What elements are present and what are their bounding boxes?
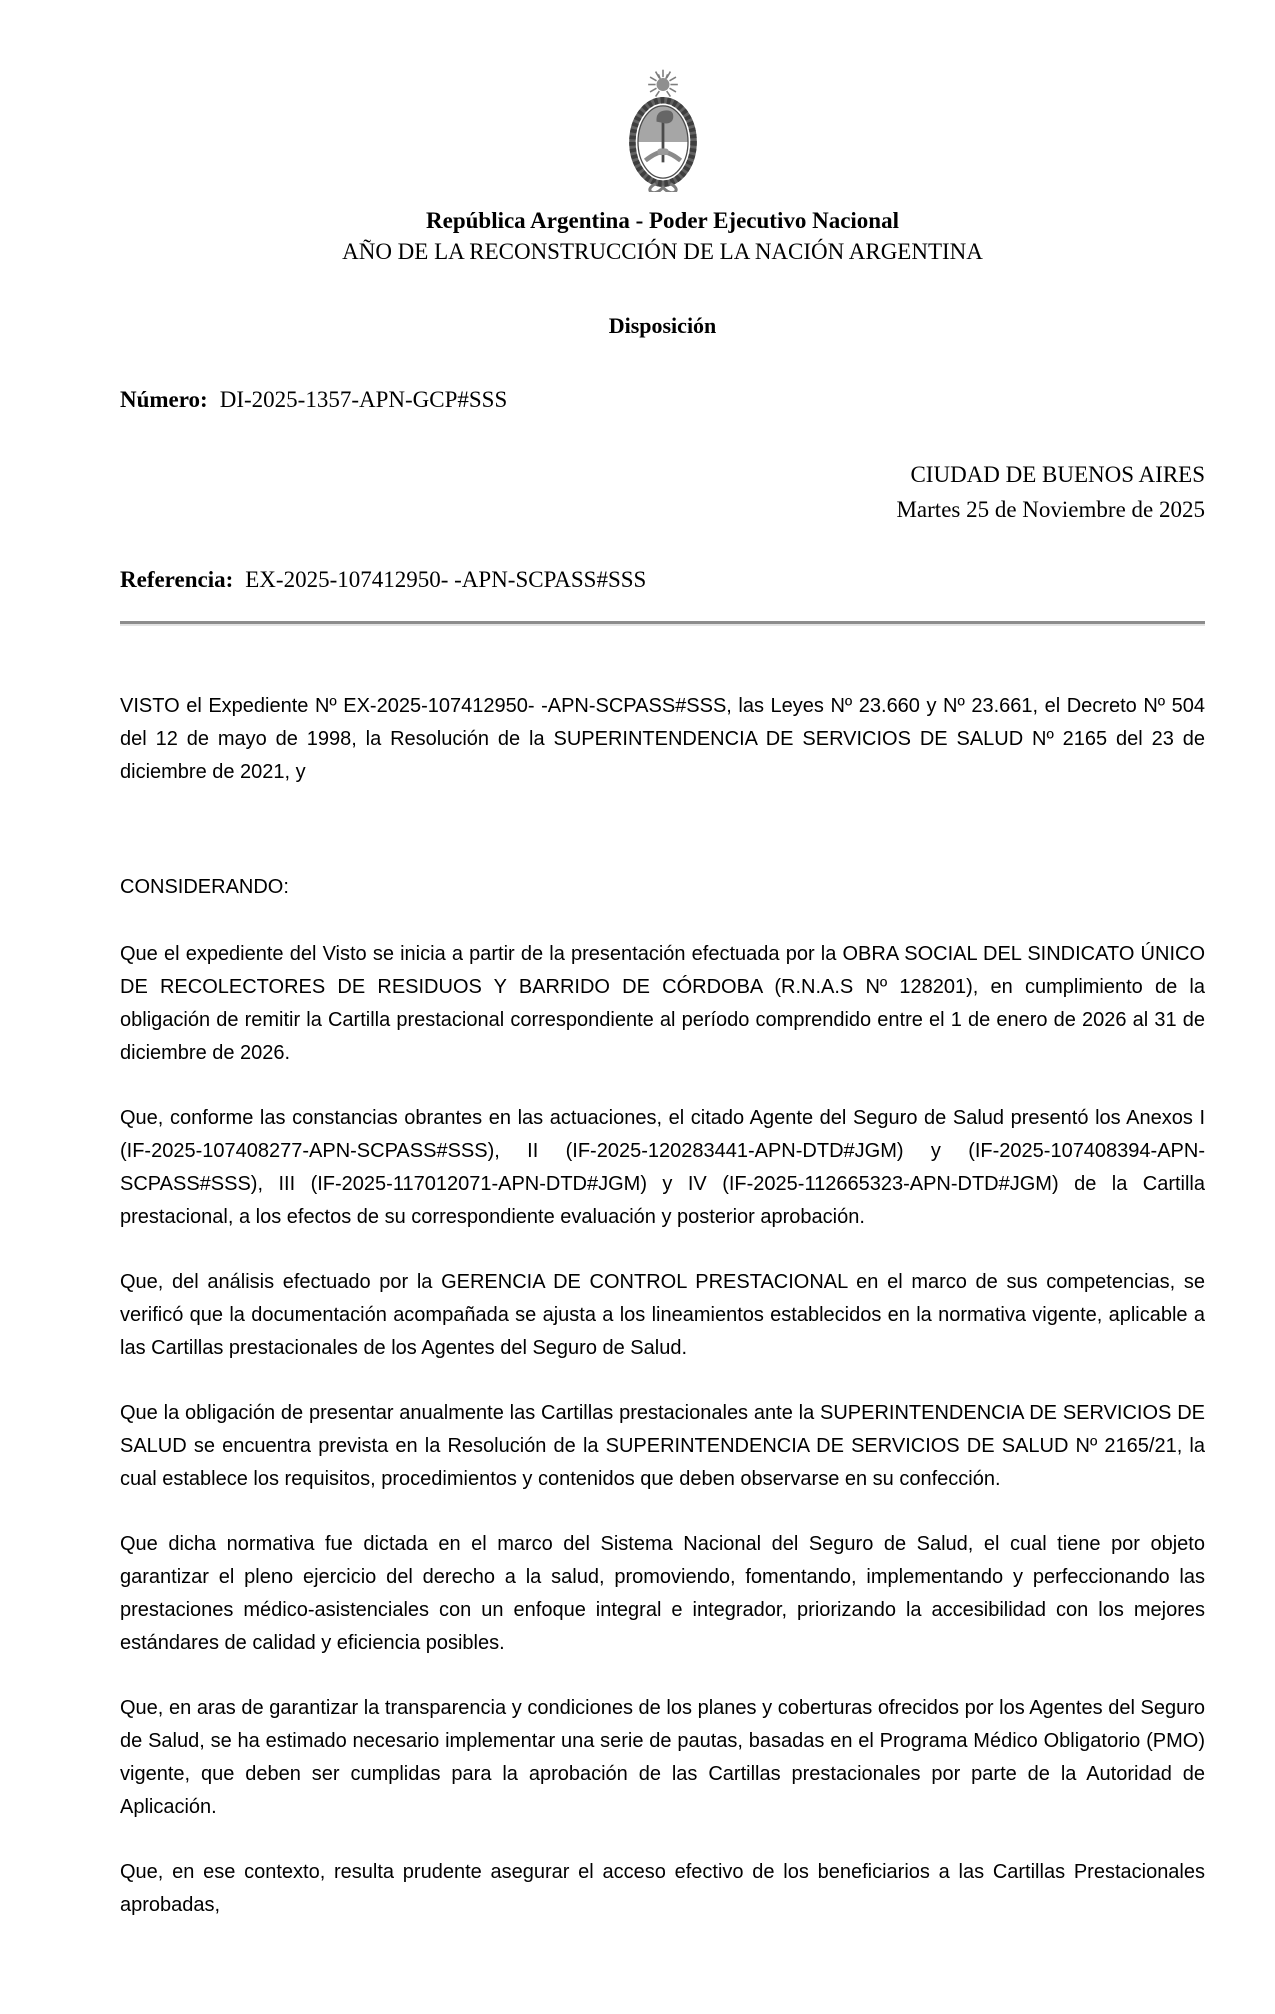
body-paragraph: Que dicha normativa fue dictada en el marco del Sistema Nacional del Seguro de Salud, el cual tiene por objeto garantizar el pleno ejercicio del derecho a la salud, promoviendo, fomentando, implementando y perfeccionando las prestaciones médico-asistenciales con un enfoque integral e integrador, priorizando la accesibilidad con los mejores estándares de calidad y eficiencia posibles. [120, 1533, 1205, 1654]
body-paragraph: Que, del análisis efectuado por la GERENCIA DE CONTROL PRESTACIONAL en el marco de sus competencias, se verificó que la documentación acompañada se ajusta a los lineamientos establecidos en la normativa vigente, aplicable a las Cartillas prestacionales de los Agentes del Seguro de Salud. [120, 1271, 1205, 1359]
horizontal-divider [120, 621, 1205, 626]
number-label: Número: [120, 387, 208, 412]
reference-value: EX-2025-107412950- -APN-SCPASS#SSS [245, 567, 647, 592]
city-line: CIUDAD DE BUENOS AIRES [910, 462, 1205, 487]
document-type-title: Disposición [608, 313, 717, 338]
number-value: DI-2025-1357-APN-GCP#SSS [219, 387, 508, 412]
reference-row [120, 567, 1205, 593]
body-paragraph: Que el expediente del Visto se inicia a partir de la presentación efectuada por la OBRA SOCIAL DEL SINDICATO ÚNICO DE RECOLECTORES DE RESIDUOS Y BARRIDO DE CÓRDOBA (R.N.A.S Nº 128201), en cumplimiento de la obligación de remitir la Cartilla prestacional correspondiente al período comprendido entre el 1 de enero de 2026 al 31 de diciembre de 2026. [120, 943, 1205, 1064]
body-paragraph: Que la obligación de presentar anualmente las Cartillas prestacionales ante la SUPERINTENDENCIA DE SERVICIOS DE SALUD se encuentra prevista en la Resolución de la SUPERINTENDENCIA DE SERVICIOS DE SALUD Nº 2165/21, la cual establece los requisitos, procedimientos y contenidos que deben observarse en su confección. [120, 1402, 1205, 1490]
body-paragraph: Que, en ese contexto, resulta prudente asegurar el acceso efectivo de los beneficiarios a las Cartillas Prestacionales aprobadas, [120, 1861, 1205, 1916]
city-date-block [120, 457, 1205, 527]
body-paragraph: Que, en aras de garantizar la transparencia y condiciones de los planes y coberturas ofrecidos por los Agentes del Seguro de Salud, se ha estimado necesario implementar una serie de pautas, basadas en el Programa Médico Obligatorio (PMO) vigente, que deben ser cumplidas para la aprobación de las Cartillas prestacionales por parte de la Autoridad de Aplicación. [120, 1697, 1205, 1818]
section-heading: CONSIDERANDO: [120, 876, 289, 898]
reference-label: Referencia: [120, 567, 234, 592]
masthead [120, 66, 1205, 267]
document-body [120, 690, 1205, 1922]
year-motto: AÑO DE LA RECONSTRUCCIÓN DE LA NACIÓN ARGENTINA [342, 239, 983, 264]
number-row [120, 387, 1205, 413]
date-line: Martes 25 de Noviembre de 2025 [896, 497, 1205, 522]
body-paragraph: Que, conforme las constancias obrantes en las actuaciones, el citado Agente del Seguro de Salud presentó los Anexos I (IF-2025-107408277-APN-SCPASS#SSS), II (IF-2025-120283441-APN-DTD#JGM) y (IF-2025-107408394-APN-SCPASS#SSS), III (IF-2025-117012071-APN-DTD#JGM) y IV (IF-2025-112665323-APN-DTD#JGM) de la Cartilla prestacional, a los efectos de su correspondiente evaluación y posterior aprobación. [120, 1107, 1205, 1228]
body-paragraph: VISTO el Expediente Nº EX-2025-107412950- -APN-SCPASS#SSS, las Leyes Nº 23.660 y Nº 23.661, el Decreto Nº 504 del 12 de mayo de 1998, la Resolución de la SUPERINTENDENCIA DE SERVICIOS DE SALUD Nº 2165 del 23 de diciembre de 2021, y [120, 695, 1205, 783]
argentina-coat-of-arms-icon [612, 66, 714, 192]
sun-face [656, 78, 669, 91]
org-title: República Argentina - Poder Ejecutivo Nacional [426, 208, 899, 233]
